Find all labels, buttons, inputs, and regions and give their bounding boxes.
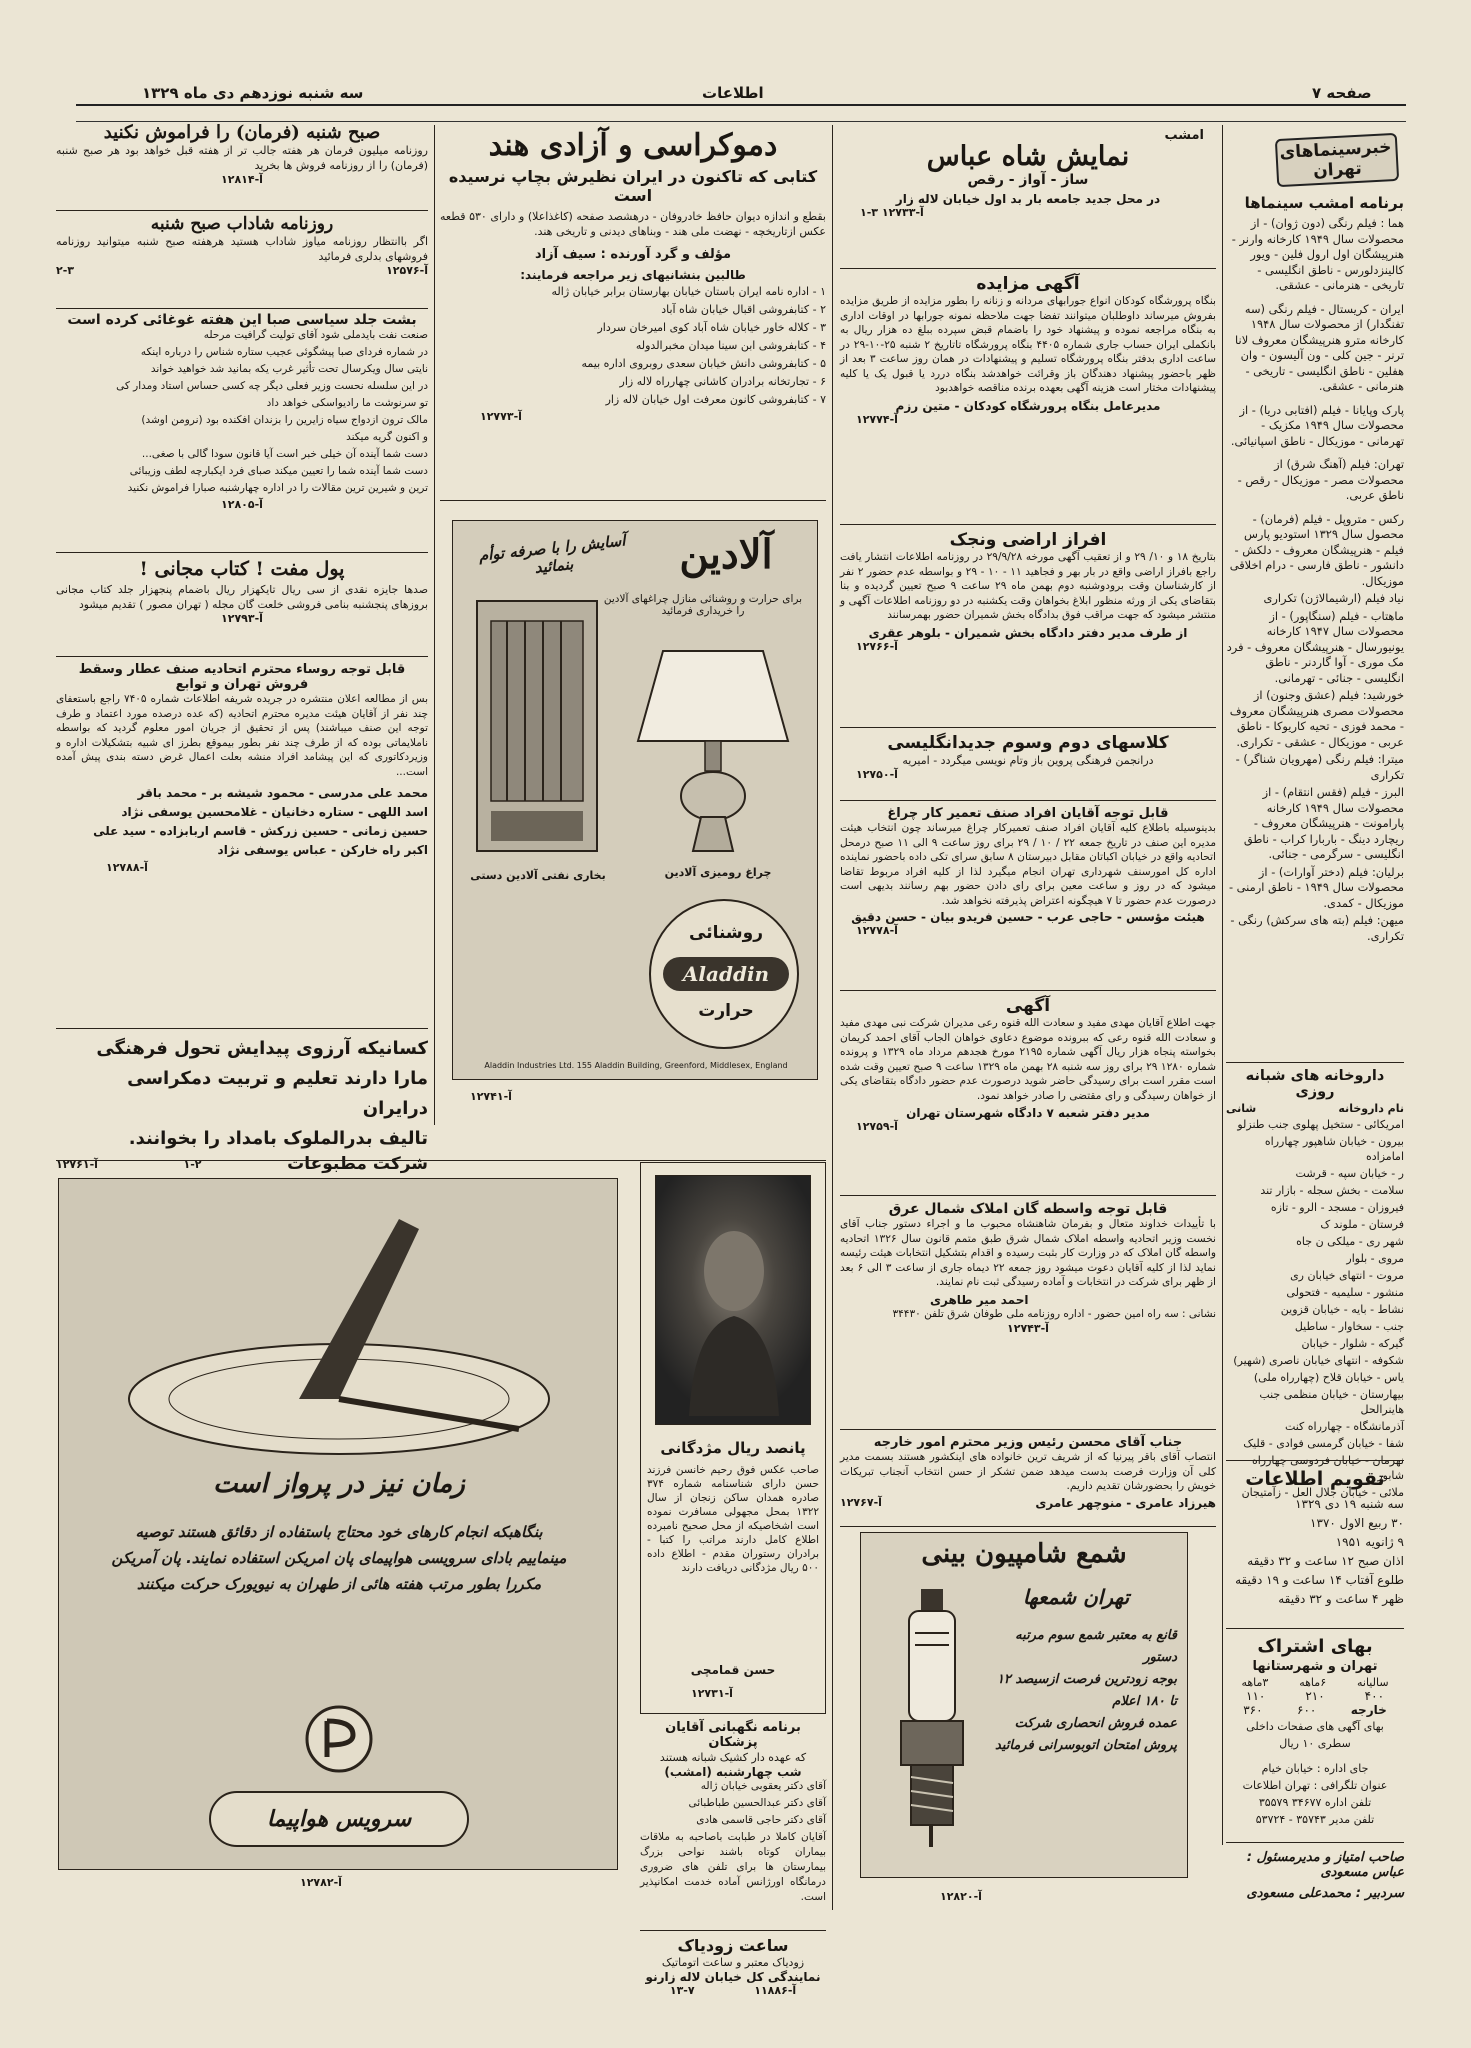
amlak-addr: نشانی : سه راه امین حضور - اداره روزنامه ملی طوفان شرق تلفن ۳۴۴۳۰ (892, 1307, 1216, 1320)
divider (840, 800, 1216, 801)
culture-num: ۱-۲ (183, 1157, 202, 1171)
heater-grill (491, 621, 583, 801)
divider (840, 990, 1216, 991)
saba-line: صنعت نفت بایدملی شود آقای تولیت گرافیت مرحله (203, 329, 428, 341)
divider (56, 552, 428, 553)
aladdin-ref: آ-۱۲۷۴۱ (470, 1090, 512, 1103)
lamp-shade (638, 651, 788, 741)
culture-ad (56, 1034, 428, 1174)
amlak-body: با تأییدات خداوند متعال و بفرمان شاهنشاه محبوب ما و اجراء دستور جناب آقای نخست وزیر اتحادیه واسطه املاک شمال شرق طبق متمم قانون سال ۱۳۲۶ اتحادیه واسطه گان املاک که در وزارت کار بثبت رسیده و اقدام بتشکیل انتخابات هیئت رئیسه نماید لذا از کلیه آقایان دعوت میشود روز جمعه ۲۲ دیماه جاری از ساعت ۳ الی ۶ بعد از ظهر برای شرکت در انتخابات و آماده رسیدگی ثبت نام نمایند. (840, 1218, 1216, 1288)
reward-sig: حسن قمامچی (690, 1663, 776, 1677)
attar-name-line: اسد اللهی - ستاره دخانیان - غلامحسین یوسفی نژاد (121, 805, 428, 819)
cinema-section (1226, 136, 1404, 946)
address-line: عنوان تلگرافی : تهران اطلاعات (1242, 1779, 1388, 1792)
zodiac-ad (640, 1936, 826, 1997)
english-class-body: درانجمن فرهنگی پروین باز وتام نویسی میگردد - امیریه (902, 754, 1154, 767)
divider (840, 1526, 1216, 1527)
culture-line: تالیف بدرالملوک بامداد را بخوانند. (128, 1128, 428, 1149)
cinema-item: ایران - کریستال - فیلم رنگی (سه تفنگدار) از محصولات سال ۱۹۴۸ کارخانه مترو هنرپیشگان معروف لانا ترنر - جین کلی - ون آلیسون - وان هفلین - ناطق انگلیسی - تاریخی - هنرمانی - عشقی. (1235, 301, 1404, 393)
calendar-row: سه شنبه ۱۹ دی ۱۳۲۹ (1295, 1497, 1404, 1511)
aladdin-slogan: آسایش را با صرفه توأم بنمائید (477, 531, 627, 577)
cinema-divider (1226, 1062, 1404, 1063)
culture-footer (56, 1154, 428, 1174)
champion-sub: تهران شمعها (1022, 1585, 1130, 1609)
zodiac-agent: نمایندگی کل خیابان لاله زارنو (645, 1970, 821, 1984)
pan-am-ref: آ-۱۲۷۸۲ (300, 1876, 342, 1889)
democracy-address: ۱ - اداره نامه ایران باستان خیابان بهارستان برابر خیابان ژاله (551, 285, 826, 298)
pharmacy-item: منشور - سلیمیه - فتحولی (1286, 1286, 1404, 1299)
farman-ad (56, 122, 428, 186)
calendar-row: ۹ ژانویه ۱۹۵۱ (1335, 1535, 1404, 1549)
democracy-address: ۴ - کتابفروشی ابن سینا میدان مخبرالدوله (635, 339, 826, 352)
portrait-silhouette-icon (684, 1216, 784, 1416)
sub-col: ۶ماهه (1299, 1676, 1327, 1689)
calendar-title: تقویم اطلاعات (1245, 1468, 1385, 1490)
aladdin-title: آلادین (679, 531, 773, 578)
shah-abbas-sub: ساز - آواز - رقص (967, 172, 1089, 188)
saba-line: دست شما آینده آن خیلی خبر است آیا قانون سودا گالی با صغی... (141, 448, 428, 460)
shadab-ref: آ-۱۲۵۷۶ (386, 264, 428, 277)
ifraz-body: بتاریخ ۱۸ و ۱۰/ ۲۹ و از تعقیب آگهی مورخه ۲۹/۹/۲۸ در روزنامه اطلاعات انتشار یافت راجع بافراز اراضی واقع در بار بهر و فجاهید ۱۱ - ۱۰ - ۲۹ و بواسطه عدم حضور ۲ نفر از کارشناسان وقت برودوشنبه دوم بهمن ماه ۲۹ ساعت ۹ صبح تعیین گردیده و بنا بتقاضای یکی از ورثه منظور ابلاغ بخواهان وقت یکشنبه در دو روزنامه اطلاعات آگهی و منتشر میشود که جهت مراقب فوق بدادگاه بخش شمیران حضور بهمرسانند (840, 551, 1216, 621)
democracy-address: ۶ - تجارتخانه برادران کاشانی چهارراه لاله زار (619, 375, 826, 388)
attar-name-line: محمد علی مدرسی - محمود شیشه بر - محمد باقر (137, 786, 428, 800)
divider (56, 308, 428, 309)
pharmacy-item: شهر ری - میلکی ن جاه (1296, 1235, 1404, 1248)
ifraz-title: افراز اراضی ونجک (949, 530, 1107, 550)
pharmacy-item: نهرمان - خیابان فردوسی چهارراه شابور (1251, 1454, 1404, 1482)
cinema-title: برنامه امشب سینماها (1244, 194, 1404, 212)
subscription-title: بهای اشتراک (1257, 1636, 1373, 1657)
sub-price: ۱۱۰ (1246, 1689, 1266, 1703)
shadab-footer (56, 264, 428, 277)
doctors-list (640, 1779, 826, 1828)
header-date: سه شنبه نوزدهم دی ماه ۱۳۲۹ (136, 84, 369, 102)
saba-line: در شماره فردای صبا پیشگوئی عجیب ستاره شناس را درباره اینکه (140, 346, 428, 358)
mohsen-rais-body: انتصاب آقای باقر پیرنیا که از شریف ترین خانواده های اینکشور هستند بسمت مدیر کلی آن وزارت فرصت بدست میدهد ضمن تشکر از حسن انتخاب آنجناب تبریکات خویش را بحضورشان تقدیم داریم. (840, 1451, 1216, 1492)
auction-sig: مدیرعامل بنگاه پرورشگاه کودکان - متین رزم (895, 398, 1161, 413)
aladdin-lamp-illustration (623, 631, 803, 861)
subscription-header-row (1226, 1676, 1404, 1689)
header-page-number: صفحه ۷ (1306, 84, 1378, 102)
lamp-chimney (705, 741, 721, 771)
pharmacy-section (1226, 1068, 1404, 1502)
attar-title: قابل توجه روساء محترم اتحادیه صنف عطار وسقط (78, 662, 406, 677)
spark-plug-insulator (909, 1611, 955, 1721)
pharmacy-item: فیروزان - مسجد - الرو - تازه (1270, 1201, 1404, 1214)
lamp-repair-ad (840, 806, 1216, 937)
cinema-item: ماهتاب - فیلم (سنگاپور) - از محصولات سال ۱۹۴۷ کارخانه یونیورسال - هنرپیشگان معروف - فرد مک موری - آوا گاردنر - ناطق انگلیسی - جنائی - تهرمانی. (1226, 608, 1404, 685)
attar-sub: فروش تهران و توابع (175, 677, 309, 692)
lamp-repair-ref: آ-۱۲۷۷۸ (856, 924, 898, 937)
subscription-subtitle: تهران و شهرستانها (1252, 1659, 1378, 1674)
doctor-item: آقای دکتر یعقوبی خیابان ژاله (700, 1780, 826, 1792)
saba-line: در این سلسله نحست وزیر فعلی دیگر چه کسی حساس استاد ومدار کی (116, 380, 428, 392)
democracy-title: دموکراسی و آزادی هند (488, 128, 778, 163)
pharmacy-title: داروخانه های شبانه روزی (1245, 1068, 1385, 1100)
mohsen-rais-footer (840, 1496, 1216, 1510)
calendar-row: اذان صبح ۱۲ ساعت و ۳۲ دقیقه (1247, 1554, 1404, 1568)
attar-names (56, 785, 428, 859)
doctors-body: آقایان کاملا در طبابت باصاحبه به ملاقات بیماران کوتاه باشند نواحی بزرگ بیمارستان ها برای تلفن های ضروری درمانگاه اورژانس آماده خدمت امکانپذیر است. (640, 1831, 826, 1903)
calendar-row: ۳۰ ربیع الاول ۱۳۷۰ (1310, 1516, 1404, 1530)
pharmacy-item: جنب - سخاوار - ساطیل (1294, 1320, 1404, 1333)
english-class-title: کلاسهای دوم وسوم جدیدانگلیسی (887, 733, 1169, 753)
spark-plug-illustration (875, 1583, 995, 1863)
doctors-day: شب چهارشنبه (امشب) (664, 1765, 802, 1779)
pharmacy-item: مروی - بلوار (1346, 1252, 1404, 1265)
english-class-ref: آ-۱۲۷۵۰ (856, 768, 898, 781)
divider (840, 524, 1216, 525)
publisher-line: سردبیر : محمدعلی مسعودی (1246, 1886, 1404, 1901)
democracy-addresses (440, 284, 826, 408)
democracy-address: ۲ - کتابفروشی اقبال خیابان شاه آباد (661, 303, 826, 316)
pharmacy-item: شکوفه - انتهای خیابان ناصری (شهیر) (1233, 1354, 1404, 1367)
page-header (76, 84, 1406, 120)
saba-title: بشت جلد سیاسی صبا این هفته غوغائی کرده است (67, 312, 417, 328)
amlak-ad (840, 1201, 1216, 1335)
aladdin-badge (649, 899, 799, 1049)
free-money-ref: آ-۱۲۷۹۳ (221, 612, 263, 625)
publisher-line: صاحب امتیاز و مدیرمسئول : عباس مسعودی (1246, 1850, 1404, 1880)
saba-lines (56, 328, 428, 496)
aladdin-word-light: روشنائی (689, 923, 763, 943)
auction-ref: آ-۱۲۷۷۴ (856, 412, 898, 426)
pharmacy-item: بیهارستان - خیابان منظمی جنب هاینرالحل (1259, 1388, 1404, 1416)
sub-price: ۴۰۰ (1364, 1689, 1385, 1703)
aladdin-lamp-caption: چراغ رومیزی آلادین (664, 866, 772, 879)
democracy-desc: بقطع و اندازه دیوان حافظ خادروفان - درهشصد صفحه (کاغذاعلا) و دارای ۵۳۰ قطعه عکس ازتاریخچه - نهضت ملی هند - وبناهای دیدنی و تاریخی هند. (440, 210, 826, 238)
pan-am-brand: سرویس هواپیما (209, 1791, 469, 1847)
zodiac-footer (640, 1984, 826, 1997)
saba-line: تو سرنوشت ما رادیواسکی خواهد داد (266, 397, 428, 409)
notice-sig: مدیر دفتر شعبه ۷ دادگاه شهرستان تهران (906, 1106, 1150, 1120)
cinema-item: پارک وپایانا - فیلم (افتابی دریا) - از محصولات سال ۱۹۴۹ مکزیک - تهرمانی - موزیکال - ناطق اسپانیائی. (1230, 402, 1404, 448)
pharmacy-item: نشاط - بایه - خیابان قزوین (1280, 1303, 1404, 1316)
democracy-address: ۷ - کتابفروشی کانون معرفت اول خیابان لاله زار (605, 393, 826, 406)
lamp-base (693, 817, 733, 851)
shadab-ad (56, 214, 428, 277)
pan-am-body: بنگاهبکه انجام کارهای خود محتاج باستفاده از دقائق هستند توصیه مینماییم بادای سرویسی هواپیمای پان امریکن استفاده نمایند. پان آمریکن مکررا بطور مرتب هفته هائی از طهران به نیویورک حرکت میکنند (111, 1523, 567, 1593)
saba-line: و اکنون گریه میکند (346, 431, 428, 443)
reward-ad (640, 1162, 826, 1714)
subscription-address (1226, 1761, 1404, 1827)
aladdin-word-heat: حرارت (698, 1001, 754, 1021)
sub-price: ۳۶۰ (1243, 1703, 1263, 1717)
subscription-tehran-row (1226, 1689, 1404, 1703)
column-rule-2 (832, 125, 833, 1910)
democracy-author: مؤلف و گرد آورنده : سیف آزاد (534, 247, 732, 262)
cinema-item: برلیان: فیلم (دختر آوارات) - از محصولات سال ۱۹۴۹ - ناطق ارمنی - موزیکال - کمدی. (1228, 864, 1404, 910)
saba-ref: آ-۱۲۸۰۵ (221, 498, 263, 511)
saba-line: نایتی سال ویکرسال تحت تأثیر غرب یکه بمانید شد خواهید خواند (150, 363, 428, 375)
subscription-notes (1226, 1719, 1404, 1751)
calendar-divider (1226, 1628, 1404, 1629)
pan-am-ad (58, 1178, 618, 1870)
aladdin-ad (452, 520, 818, 1080)
attar-ref: آ-۱۲۷۸۸ (106, 861, 148, 874)
pharmacy-item: شفا - خیابان گرمسی فوادی - قلیک (1243, 1437, 1404, 1450)
pharmacy-col-name: نام داروخانه (1338, 1102, 1404, 1115)
divider (440, 500, 826, 501)
cinema-item: میهن: فیلم (بته های سرکش) رنگی - تکراری. (1230, 913, 1404, 943)
democracy-address: ۵ - کتابفروشی دانش خیابان سعدی روبروی اداره بیمه (581, 357, 826, 370)
pharmacy-column-heads (1226, 1102, 1404, 1115)
champion-line: بوجه زودترین فرصت ازسیصد ۱۲ تا ۱۸۰ اعلام (996, 1672, 1177, 1709)
democracy-ref: آ-۱۲۷۷۳ (480, 410, 522, 423)
divider (840, 727, 1216, 728)
pharmacy-item: یاس - خیابان قلاح (چهارراه ملی) (1253, 1371, 1404, 1384)
pan-am-globe-icon (299, 1699, 379, 1779)
aladdin-brand: Aladdin (663, 957, 789, 991)
farman-body: روزنامه میلیون فرمان هر هفته جالب تر از هفته قبل خواهد بود هر صبح شنبه (فرمان) را از روزنامه فروش ها بخرید (56, 144, 428, 172)
champion-line: پروش امتحان اتوبوسرانی فرمائید (995, 1738, 1177, 1753)
sub-note: بهای آگهی های صفحات داخلی (1246, 1720, 1384, 1733)
saba-ad (56, 312, 428, 511)
farman-ref: آ-۱۲۸۱۴ (221, 173, 263, 186)
cinema-item: البرز - فیلم (فقس انتقام) - از محصولات سال ۱۹۴۹ کارخانه پارامونت - هنرپیشگان معروف - ریچارد دینگ - باربارا کراب - ناطق انگلیسی - سرگرمی - جنائی. (1243, 785, 1404, 861)
doctor-item: آقای دکتر حاجی قاسمی هادی (696, 1814, 826, 1826)
democracy-buyers: طالبین بنشانیهای زیر مراجعه فرمایند: (520, 268, 746, 282)
notice-title: آگهی (1005, 996, 1051, 1016)
divider (840, 1429, 1216, 1430)
cinema-item: خورشید: فیلم (عشق وجنون) از محصولات مصری هنرپیشگان معروف - محمد فوزی - تحیه کاریوکا - ناطق عربی - موزیکال - عشقی - تکراری. (1229, 688, 1404, 749)
cinema-item: میترا: فیلم رنگی (مهرویان شناگر) - تکراری (1235, 752, 1404, 782)
column-rule-1 (1222, 125, 1223, 1845)
sundial-illustration (99, 1199, 579, 1459)
divider (840, 268, 1216, 269)
doctor-item: آقای دکتر عبدالحسین طباطبائی (688, 1797, 826, 1809)
amlak-ref: آ-۱۲۷۴۳ (1007, 1321, 1049, 1335)
zodiac-title: ساعت زودیاک (677, 1936, 789, 1955)
aladdin-heater-illustration (469, 591, 609, 861)
wide-divider (56, 1160, 826, 1161)
calendar-row: ظهر ۴ ساعت و ۳۲ دقیقه (1278, 1592, 1404, 1606)
shah-abbas-place: در محل جدید جامعه بار بد اول خیابان لاله زار (895, 192, 1161, 206)
sub-col: سالیانه (1357, 1676, 1389, 1689)
divider (56, 656, 428, 657)
aladdin-maker: Aladdin Industries Ltd. 155 Aladdin Building, Greenford, Middlesex, England (484, 1061, 788, 1070)
divider (840, 1195, 1216, 1196)
subscription-section (1226, 1636, 1404, 1829)
democracy-address: ۳ - کلاله خاور خیابان شاه آباد کوی امیرخان سردار (597, 321, 826, 334)
champion-copy (991, 1625, 1177, 1757)
champion-line: عمده فروش انحصاری شرکت (1014, 1716, 1177, 1731)
shadab-num: ۲-۳ (56, 264, 74, 277)
cinema-item: هما : فیلم رنگی (دون ژوان) - از محصولات سال ۱۹۴۹ کارخانه وارنر - هنرپیشگان اول ارول فلین - ویور کالینزدلورس - ناطق انگلیسی - تاریخی - هنرمانی - عشقی. (1231, 216, 1404, 292)
reward-ref: آ-۱۲۷۳۱ (691, 1687, 733, 1700)
culture-line: کسانیکه آرزوی پیدایش تحول فرهنگی (96, 1038, 428, 1059)
calendar-row: طلوع آفتاب ۱۴ ساعت و ۱۹ دقیقه (1235, 1573, 1404, 1587)
cinema-item: تهران: فیلم (آهنگ شرق) از محصولات مصر - موزیکال - رقص - ناطق عربی. (1237, 457, 1404, 502)
lamp-repair-body: بدینوسیله باطلاع کلیه آقایان افراد صنف تعمیرکار چراغ میرساند چون انتخاب هیئت مدیره این صنف در تاریخ جمعه ۲۲ / ۱۰ / ۲۹ برای روز ساعت ۹ الی ۱۱ صبح درمحل اتحادیه واقع در خیابان اکباتان مقابل دبیرستان ۸ سابق سرای تکی داده باحضور نماینده اداره کل امورسنف شهرداری تهران انجام میگیرد لذا از کلیه افراد مربوط تقاضا میشود که در روز و ساعت معین برای رای دادن حضور بهم رسانند بدیهی است درصورت عدم حضور تا ۷ هیچگونه اعتراض پذیرفته نخواهد شد. (840, 822, 1216, 907)
sub-note: سطری ۱۰ ریال (1279, 1737, 1351, 1750)
attar-name-line: اکبر راه خارکن - عباس یوسفی نژاد (217, 843, 428, 857)
ifraz-sig: از طرف مدیر دفتر دادگاه بخش شمیران - بلوهر عقری (868, 625, 1188, 640)
header-paper-name: اطلاعات (696, 84, 770, 102)
shadab-title: روزنامه شاداب صبح شنبه (150, 214, 334, 234)
champion-ad (860, 1532, 1188, 1878)
address-line: تلفن مدیر ۳۵۷۴۳ - ۵۳۷۲۴ (1255, 1813, 1375, 1826)
cinema-item: نیاد فیلم (ارشیمالاژن) تکراری (1263, 591, 1404, 605)
pharmacy-item: سلامت - بخش سجله - بازار تند (1260, 1184, 1404, 1197)
culture-line: مارا دارند تعلیم و تربیت دمکراسی درایران (127, 1068, 428, 1119)
lamp-repair-title: قابل توجه آقایان افراد صنف تعمیر کار چراغ (887, 806, 1169, 821)
zodiac-body: زودیاک معتبر و ساعت اتوماتیک (661, 1956, 805, 1969)
shah-abbas-ad (840, 128, 1216, 219)
pharmacy-item: بیرون - خیابان شاهپور چهارراه امامزاده (1264, 1135, 1404, 1163)
calendar-rows (1226, 1496, 1404, 1608)
saba-line: دست شما آینده شما را تعیین میکند صبای فرد ایکبارچه لطف وزیبائی (129, 465, 428, 477)
aladdin-heater-caption: بخاری نفتی آلادین دستی (470, 869, 606, 882)
pharmacy-item: فرستان - ملوند ک (1320, 1218, 1404, 1231)
attar-name-line: حسین زمانی - حسین زرکش - قاسم اربابزاده - سید علی (93, 824, 428, 838)
shadab-body: اگر باانتظار روزنامه میاوز شاداب هستید هرهفته صبح شنبه میتوانید روزنامه فروشهای بدلری فرمائید (56, 235, 428, 263)
pharmacy-item: مروت - انتهای خیابان ری (1290, 1269, 1404, 1282)
cinema-item: رکس - متروپل - فیلم (فرمان) - محصول سال ۱۳۲۹ استودیو پارس فیلم - هنرپیشگان معروف - دلکش - دانشور - ناطق فارسی - درام اخلاقی موزیکال. (1229, 511, 1404, 588)
notice-ref: آ-۱۲۷۵۹ (856, 1120, 898, 1133)
notice-ad (840, 996, 1216, 1133)
spark-plug-terminal (921, 1589, 943, 1611)
free-money-body: صدها جایزه نقدی از سی ریال تایکهزار ریال باضمام پنجهزار جلد کتاب مجانی بروزهای پنجشنبه بنامی فروشی خلعت گان مجله ( تهران مصور ) تقدیم میشود (56, 583, 428, 611)
saba-line: ترین و شیرین ترین مقالات را در اداره چهارشنبه صبارا فراموش نکنید (127, 482, 428, 494)
culture-ref: آ-۱۲۷۶۱ (56, 1157, 98, 1171)
divider (56, 210, 428, 211)
doctors-section (640, 1720, 826, 1905)
auction-ad (840, 274, 1216, 426)
pharmacy-col-address: شانی (1226, 1102, 1257, 1115)
auction-title: آگهی مزایده (976, 274, 1080, 294)
zodiac-ref: آ-۱۱۸۸۶ (754, 1984, 797, 1997)
doctors-title: برنامه نگهبانی آقایان پزشکان (665, 1720, 801, 1750)
zodiac-num: ۱۳-۷ (669, 1984, 695, 1997)
pharmacy-divider (1226, 1460, 1404, 1461)
mohsen-rais-ref: آ-۱۲۷۶۷ (840, 1495, 882, 1509)
doctors-sub: که عهده دار کشیک شبانه هستند (659, 1751, 807, 1764)
publisher-signature (1226, 1850, 1404, 1901)
reward-body: صاحب عکس فوق رحیم خانسن فرزند حسن دارای شناسنامه شماره ۳۷۴ صادره همدان ساکن زنجان از سال ۱۳۲۲ بمحل مجهولی مسافرت نموده است اشخاصیکه از محل صحیح نامبرده اطلاع کامل دارند مراتب را کتبا - برادران رستوران مقدم - اطلاع داده ۵۰۰ ریال مژدگانی دریافت دارند (647, 1464, 819, 1574)
pharmacy-item: ر - خیابان سپه - قرشت (1295, 1167, 1404, 1180)
address-line: تلفن اداره ۳۴۶۷۷ ۳۵۵۷۹ (1258, 1796, 1372, 1809)
cinema-logo: خبرسینماهای تهران (1275, 133, 1399, 187)
ifraz-ref: آ-۱۲۷۶۶ (856, 639, 898, 653)
mohsen-rais-sig: هیرزاد عامری - منوچهر عامری (1035, 1495, 1216, 1510)
shah-abbas-title: نمایش شاه عباس (926, 141, 1130, 172)
man-portrait-photo (655, 1175, 811, 1425)
subscription-abroad-row (1226, 1703, 1404, 1717)
mohsen-rais-ad (840, 1435, 1216, 1510)
free-money-title: پول مفت ! کتاب مجانی ! (139, 558, 345, 580)
champion-line: قانع به معتبر شمع سوم مرتبه دستور (1015, 1628, 1177, 1665)
pharmacy-list (1226, 1117, 1404, 1500)
subscription-divider (1226, 1842, 1404, 1843)
sub-abroad-label: خارجه (1350, 1703, 1387, 1717)
heater-base (491, 811, 583, 841)
pharmacy-item: آذرمانشگاه - چهارراه کنت (1284, 1420, 1404, 1433)
mohsen-rais-title: جناب آقای محسن رئیس وزیر محترم امور خارجه (873, 1435, 1183, 1450)
aladdin-text: برای حرارت و روشنائی منازل چراغهای آلادین را خریداری فرمائید (603, 593, 803, 617)
cinema-list (1226, 216, 1404, 944)
saba-line: مالک ترون ازدواج سیاه زایرین را بزندان افکنده بود (نرومن اوشد) (141, 414, 428, 426)
ifraz-ad (840, 530, 1216, 653)
amlak-sig: احمد میر طاهری (930, 1292, 1029, 1307)
lamp-repair-sig: هیئت مؤسس - حاجی عرب - حسین فریدو بیان - حسن دقیق (851, 910, 1205, 924)
free-money-ad (56, 558, 428, 625)
divider (640, 1930, 826, 1931)
sub-price: ۲۱۰ (1305, 1689, 1325, 1703)
divider (56, 1028, 428, 1029)
address-line: جای اداره : خیابان خیام (1261, 1762, 1369, 1775)
pharmacy-item: ملائی - خیابان جلال العل - زآمتیجان (1241, 1486, 1404, 1499)
notice-body: جهت اطلاع آقایان مهدی مفید و سعادت الله قنوه رعی مدیران شرکت نبی مهدی مفید و سعادت الله قنوه رعی که ببرونده موضوع دعاوی خواهان الجاب آقای احمد کریمان بخواسته پنجاه هزار ریال آگهی شماره ۲۱۹۵ مورخ هجدهم مرداد ماه ۱۳۲۹ و پرونده شماره ۱۲۸۰ ۲۹ برای روز سه شنبه ۲۸ بهمن ماه ۱۳۲۹ ساعت ۹ صبح تعیین وقت شده است مقرر است برای رسیدگی حاضر شوید درصورت عدم حضور دادگاه بتقاضای یکی از خواهان رسیدگی و رای مقتضی را صادر خواهد نمود. (840, 1017, 1216, 1102)
farman-title: صبح شنبه (فرمان) را فراموش نکنید (103, 122, 381, 143)
english-class-ad (840, 733, 1216, 781)
champion-title: شمع شامپیون بینی (921, 1539, 1127, 1569)
democracy-ad (440, 128, 826, 423)
attar-ad (56, 662, 428, 874)
reward-title: پانصد ریال مژدگانی (660, 1439, 806, 1457)
auction-body: بنگاه پرورشگاه کودکان انواع جورابهای مردانه و زنانه را بطور مزایده از طریق مزایده بفروش میرساند داوطلبان میتوانند تفضا جهت ملاحظه نمونه جورابها در اوقات اداری به بنگاه مراجعه نموده و پیشنهاد خود را باضمام قبض سپرده ببلغ ده هزار ریال به بانکملی ایران حساب جاری شماره ۴۴۰۵ بنگاه پرورشگاه تاتاریخ ۲ شنبه ۲۵-۱۰-۲۹ در ساعت اداری بدفتر بنگاه پرورشگاه تسلیم و پیشنهادات در همان روز ساعت ۳ بعد از ظهر باحضور پیشنهاد دهندگان باز وقرائت خواهدشد بنگاه دررد یا قبول یک یا کلیه پیشنهادات مختار است هزینه آگهی بعهده برنده مناقصه خواهدبود (840, 295, 1217, 394)
shah-abbas-tonight: امشب (1164, 128, 1204, 143)
pharmacy-item: امریکائی - ستخیل پهلوی جنب طنزلو (1237, 1118, 1404, 1131)
amlak-title: قابل توجه واسطه گان املاک شمال عرق (888, 1201, 1168, 1217)
attar-body: بس از مطالعه اعلان منتشره در جریده شریفه اطلاعات شماره ۷۴۰۵ راجع باستعفای چند نفر از آقایان هیئت مدیره محترم اتحادیه (که عده درصده مورد اعتماد و طرف توجه این صنف میباشند) پس از تحقیق از جریان امور معلوم گردید که بواسطه ناملایماتی بوده که از طرف چند نفر بطور بیموقع بطرز ای شبیه بتشکیلات اداره و وزیردکاتوری که این پیشامد افراد منشه بعلت اعمال غرض دسته بندی پیش آمده است... (56, 693, 429, 778)
sub-col: ۳ماهه (1241, 1676, 1269, 1689)
calendar-section (1226, 1468, 1404, 1610)
shah-abbas-ref: آ-۱۲۷۳۳ ۳-۱ (860, 206, 924, 219)
sub-price: ۶۰۰ (1297, 1703, 1317, 1717)
spark-plug-hex (901, 1721, 963, 1765)
lamp-font (681, 772, 745, 820)
pan-am-title: زمان نیز در پرواز است (213, 1469, 465, 1499)
culture-publisher: شرکت مطبوعات (287, 1154, 428, 1174)
pharmacy-item: گیرکه - شلوار - خیابان (1301, 1337, 1404, 1350)
column-rule-3 (434, 125, 435, 1125)
democracy-sub: کتابی که تاکنون در ایران نظیرش بچاپ نرسیده است (448, 167, 818, 205)
champion-ref: آ-۱۲۸۲۰ (940, 1890, 982, 1903)
